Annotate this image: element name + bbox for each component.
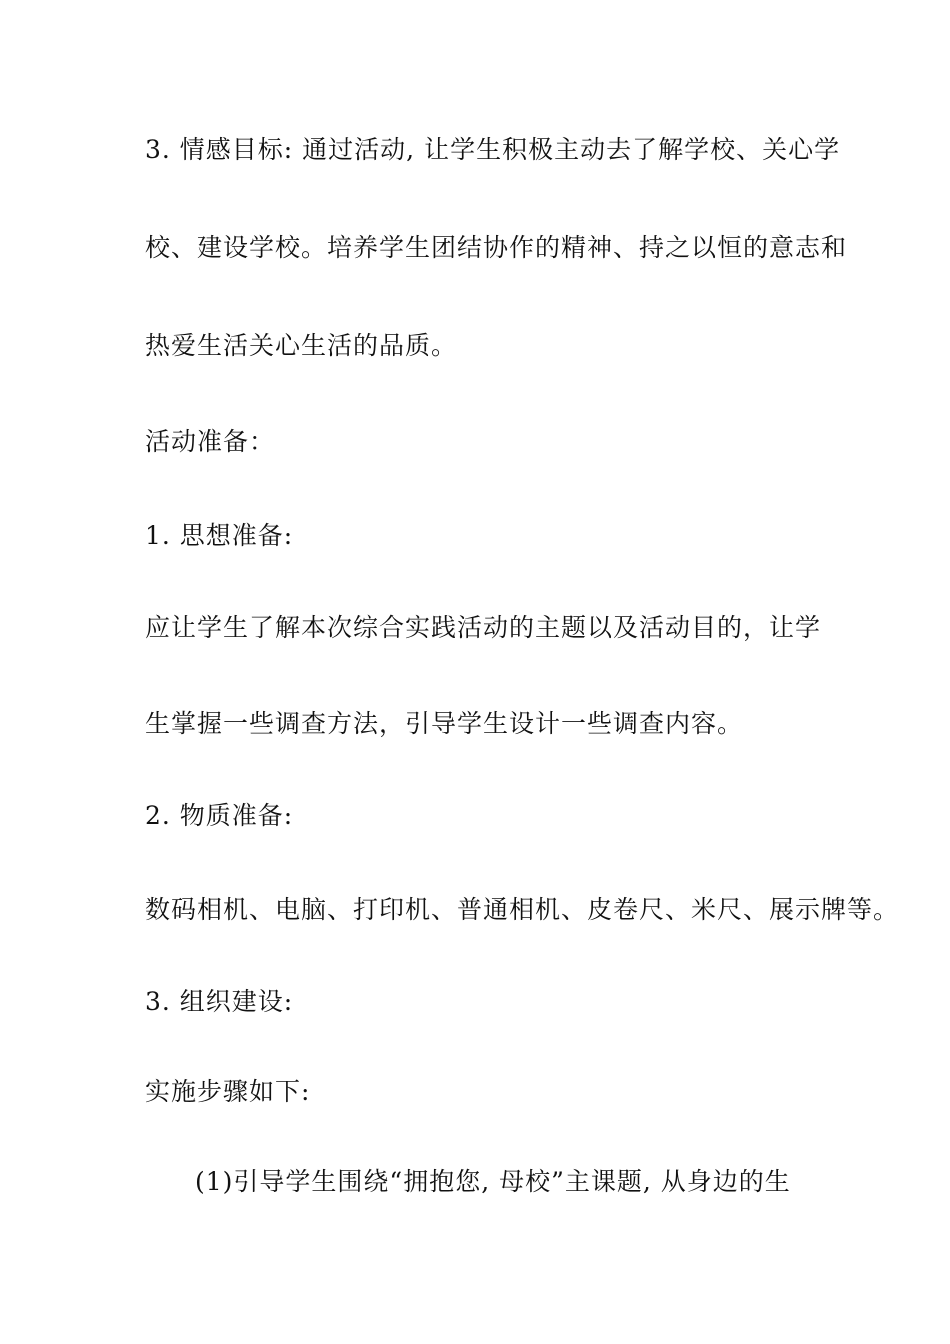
list-item-heading: 1. 思想准备: [145, 521, 294, 550]
paragraph-line: 3. 情感目标: 通过活动, 让学生积极主动去了解学校、关心学 [145, 135, 841, 164]
paragraph-line: (1)引导学生围绕“拥抱您, 母校”主课题, 从身边的生 [195, 1167, 791, 1196]
section-heading: 活动准备： [145, 427, 276, 456]
paragraph-line: 热爱生活关心生活的品质。 [145, 331, 458, 360]
list-item-heading: 3. 组织建设: [145, 987, 294, 1016]
list-item-heading: 2. 物质准备: [145, 801, 294, 830]
paragraph-line: 校、建设学校。培养学生团结协作的精神、持之以恒的意志和 [145, 233, 848, 262]
paragraph-line: 实施步骤如下: [145, 1077, 311, 1106]
paragraph-line: 应让学生了解本次综合实践活动的主题以及活动目的，让学 [145, 613, 822, 642]
paragraph-line: 生掌握一些调查方法，引导学生设计一些调查内容。 [145, 709, 744, 738]
paragraph-line: 数码相机、电脑、打印机、普通相机、皮卷尺、米尺、展示牌等。 [145, 895, 900, 924]
